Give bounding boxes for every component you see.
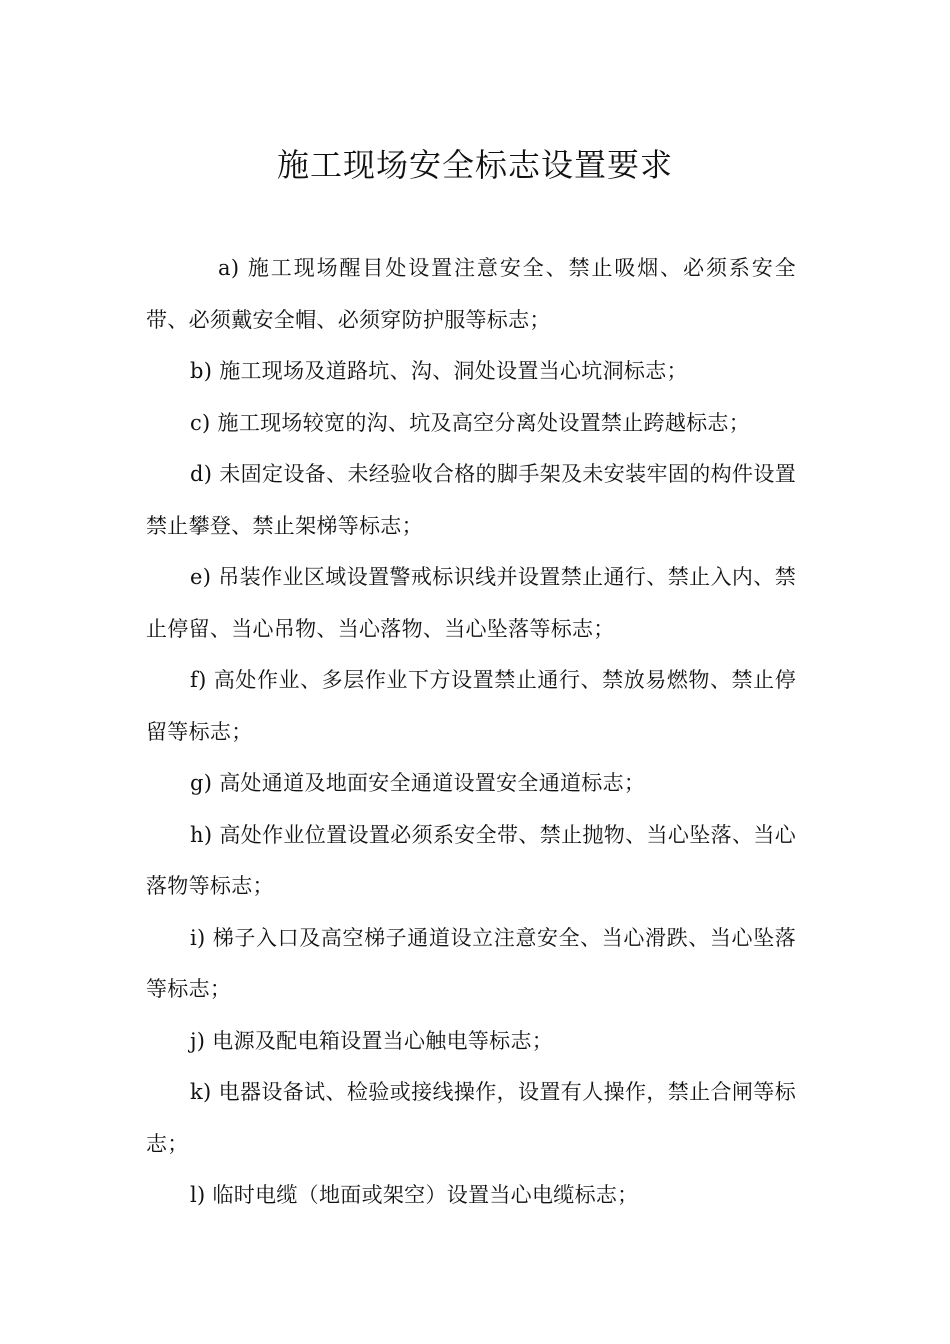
list-item: d) 未固定设备、未经验收合格的脚手架及未安装牢固的构件设置禁止攀登、禁止架梯等标志； (146, 462, 796, 538)
list-item: h) 高处作业位置设置必须系安全带、禁止抛物、当心坠落、当心落物等标志； (146, 822, 796, 898)
list-item: k) 电器设备试、检验或接线操作，设置有人操作，禁止合闸等标志； (146, 1080, 796, 1156)
list-item: c) 施工现场较宽的沟、坑及高空分离处设置禁止跨越标志； (190, 410, 751, 435)
list-item: a) 施工现场醒目处设置注意安全、禁止吸烟、必须系安全带、必须戴安全帽、必须穿防护服等标志； (146, 256, 796, 332)
list-item: j) 电源及配电箱设置当心触电等标志； (190, 1028, 554, 1053)
list-item: g) 高处通道及地面安全通道设置安全通道标志； (190, 771, 646, 795)
list-item: f) 高处作业、多层作业下方设置禁止通行、禁放易燃物、禁止停留等标志； (146, 668, 796, 744)
list-item: i) 梯子入口及高空梯子通道设立注意安全、当心滑跌、当心坠落等标志； (146, 925, 796, 1001)
list-item: b) 施工现场及道路坑、沟、洞处设置当心坑洞标志； (190, 359, 688, 383)
list-item: l) 临时电缆（地面或架空）设置当心电缆标志； (190, 1183, 639, 1207)
requirements-list (146, 243, 796, 1222)
document-title: 施工现场安全标志设置要求 (276, 146, 673, 185)
list-item: e) 吊装作业区域设置警戒标识线并设置禁止通行、禁止入内、禁止停留、当心吊物、当心落物、当心坠落等标志； (146, 565, 796, 641)
